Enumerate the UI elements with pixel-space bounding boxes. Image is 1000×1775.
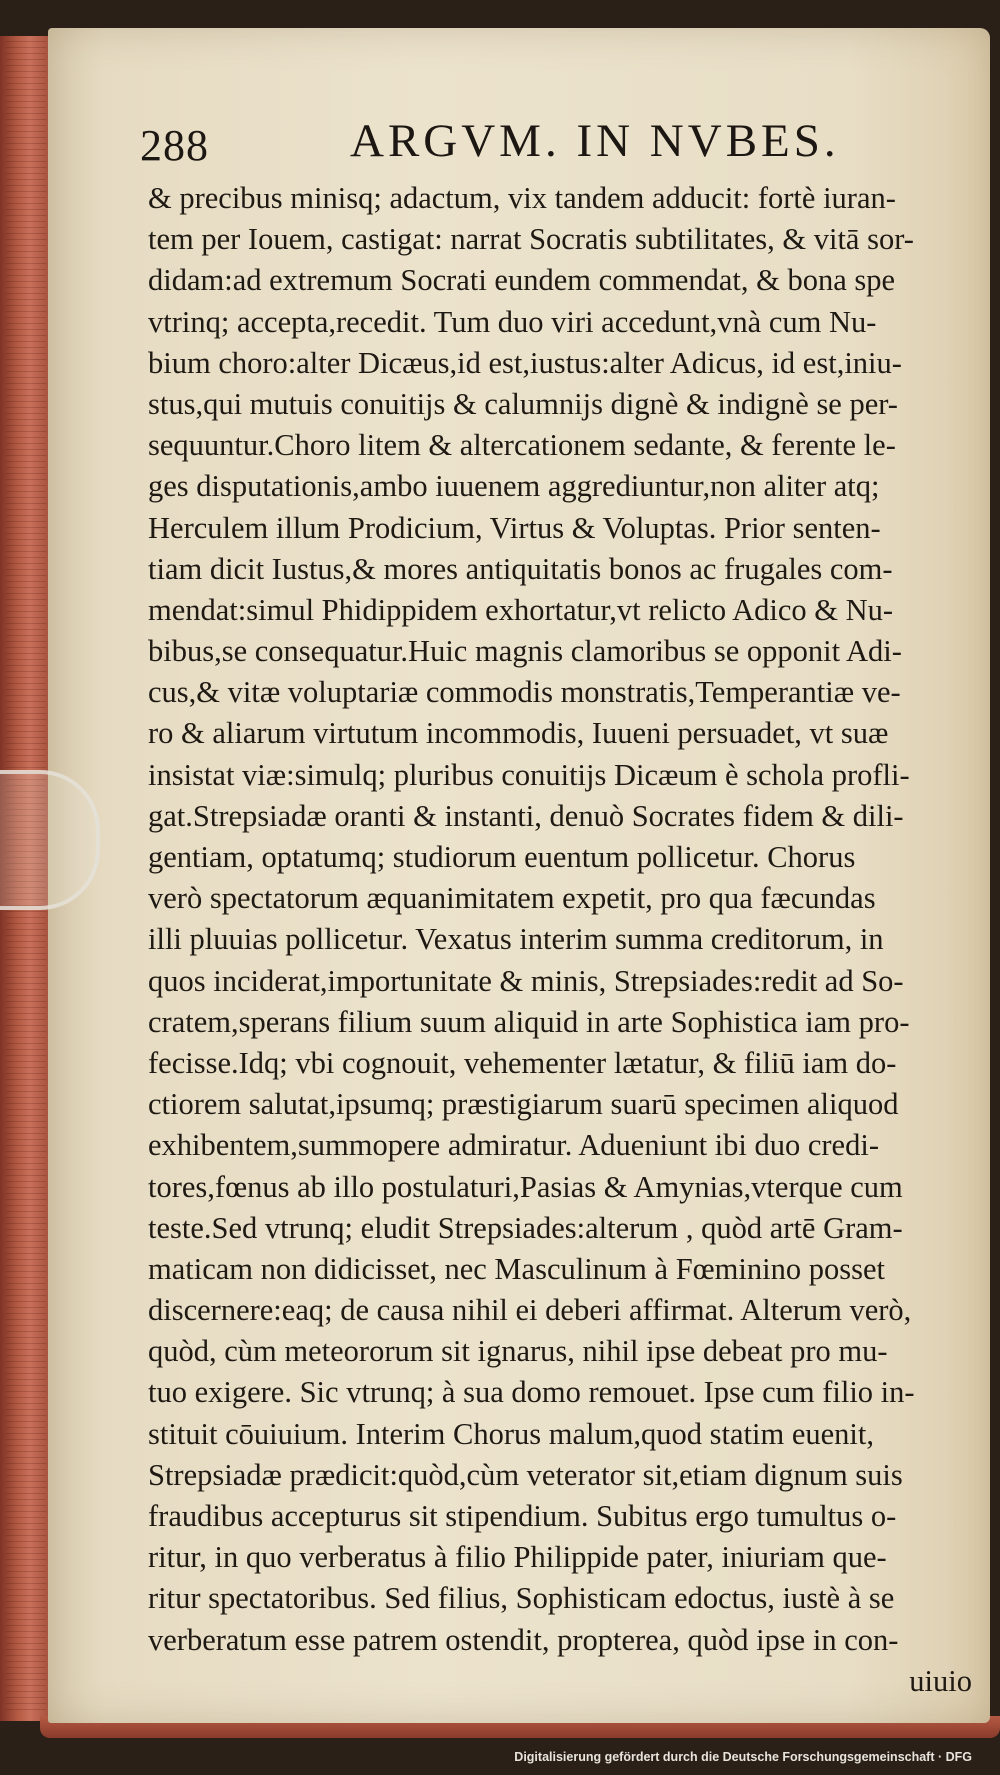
- text-line: vtrinq; accepta,recedit. Tum duo viri accedunt,vnà cum Nu-: [148, 304, 877, 339]
- text-line: & precibus minisq; adactum, vix tandem adducit: fortè iuran-: [148, 181, 896, 215]
- text-line: discernere:eaq; de causa nihil ei deberi affirmat. Alterum verò,: [148, 1293, 912, 1328]
- text-line: Herculem illum Prodicium, Virtus & Voluptas. Prior senten-: [148, 510, 881, 545]
- text-line: stituit cōuiuium. Interim Chorus malum,quod statim euenit,: [148, 1416, 874, 1451]
- text-line: didam:ad extremum Socrati eundem commendat, & bona spe: [148, 263, 896, 298]
- text-line: verò spectatorum æquanimitatem expetit, pro qua fæcundas: [148, 881, 876, 916]
- text-line: ges disputationis,ambo iuuenem aggrediuntur,non aliter atq;: [148, 469, 880, 504]
- text-line: tores,fœnus ab illo postulaturi,Pasias & Amynias,vterque cum: [148, 1169, 903, 1204]
- text-line: teste.Sed vtrunq; eludit Strepsiades:alterum , quòd artē Gram-: [148, 1210, 903, 1245]
- text-line: cratem,sperans filium suum aliquid in arte Sophistica iam pro-: [148, 1004, 910, 1039]
- text-line: illi pluuias pollicetur. Vexatus interim summa creditorum, in: [148, 922, 884, 957]
- text-line: insistat viæ:simulq; pluribus conuitijs Dicæum è schola profli-: [148, 757, 910, 792]
- text-line: ritur spectatoribus. Sed filius, Sophisticam edoctus, iustè à se: [148, 1581, 895, 1616]
- text-line: tiam dicit Iustus,& mores antiquitatis bonos ac frugales com-: [148, 551, 893, 586]
- page-clip-tab: [0, 770, 100, 910]
- text-line: quòd, cùm meteororum sit ignarus, nihil ipse debeat pro mu-: [148, 1334, 888, 1369]
- text-line: bibus,se consequatur.Huic magnis clamoribus se opponit Adi-: [148, 634, 902, 669]
- text-line: gentiam, optatumq; studiorum euentum pollicetur. Chorus: [148, 840, 856, 874]
- text-line: exhibentem,summopere admiratur. Adueniunt ibi duo credi-: [148, 1128, 879, 1163]
- page-number: 288: [140, 121, 209, 170]
- text-line: tem per Iouem, castigat: narrat Socratis subtilitates, & vitā sor-: [148, 222, 914, 257]
- text-block: [148, 178, 988, 1702]
- text-line: ctiorem salutat,ipsumq; præstigiarum suarū specimen aliquod: [148, 1087, 899, 1122]
- text-line: mendat:simul Phidippidem exhortatur,vt relicto Adico & Nu-: [148, 592, 894, 627]
- text-line: fecisse.Idq; vbi cognouit, vehementer lætatur, & filiū iam do-: [148, 1045, 897, 1080]
- text-line: stus,qui mutuis conuitijs & calumnijs dignè & indignè se per-: [148, 386, 898, 421]
- text-line: sequuntur.Choro litem & altercationem sedante, & ferente le-: [148, 428, 896, 463]
- text-line: fraudibus accepturus sit stipendium. Subitus ergo tumultus o-: [148, 1499, 897, 1533]
- text-line: Strepsiadæ prædicit:quòd,cùm veterator sit,etiam dignum suis: [148, 1457, 903, 1492]
- text-line: ro & aliarum virtutum incommodis, Iuueni persuadet, vt suæ: [148, 716, 889, 751]
- text-line: bium choro:alter Dicæus,id est,iustus:alter Adicus, id est,iniu-: [148, 345, 902, 380]
- running-head: ARGVM. IN NVBES.: [350, 115, 840, 167]
- text-line: uiuio: [909, 1663, 972, 1698]
- text-line: quos inciderat,importunitate & minis, Strepsiades:redit ad So-: [148, 963, 904, 998]
- text-line: tuo exigere. Sic vtrunq; à sua domo remouet. Ipse cum filio in-: [148, 1375, 915, 1410]
- text-line: gat.Strepsiadæ oranti & instanti, denuò Socrates fidem & dili-: [148, 798, 904, 833]
- text-line: ritur, in quo verberatus à filio Philippide pater, iniuriam que-: [148, 1540, 887, 1575]
- text-line: verberatum esse patrem ostendit, propterea, quòd ipse in con-: [148, 1622, 899, 1657]
- digitization-credit: Digitalisierung gefördert durch die Deutsche Forschungsgemeinschaft · DFG: [514, 1750, 972, 1764]
- text-line: maticam non didicisset, nec Masculinum à Fœminino posset: [148, 1251, 885, 1286]
- text-line: cus,& vitæ voluptariæ commodis monstratis,Temperantiæ ve-: [148, 675, 901, 710]
